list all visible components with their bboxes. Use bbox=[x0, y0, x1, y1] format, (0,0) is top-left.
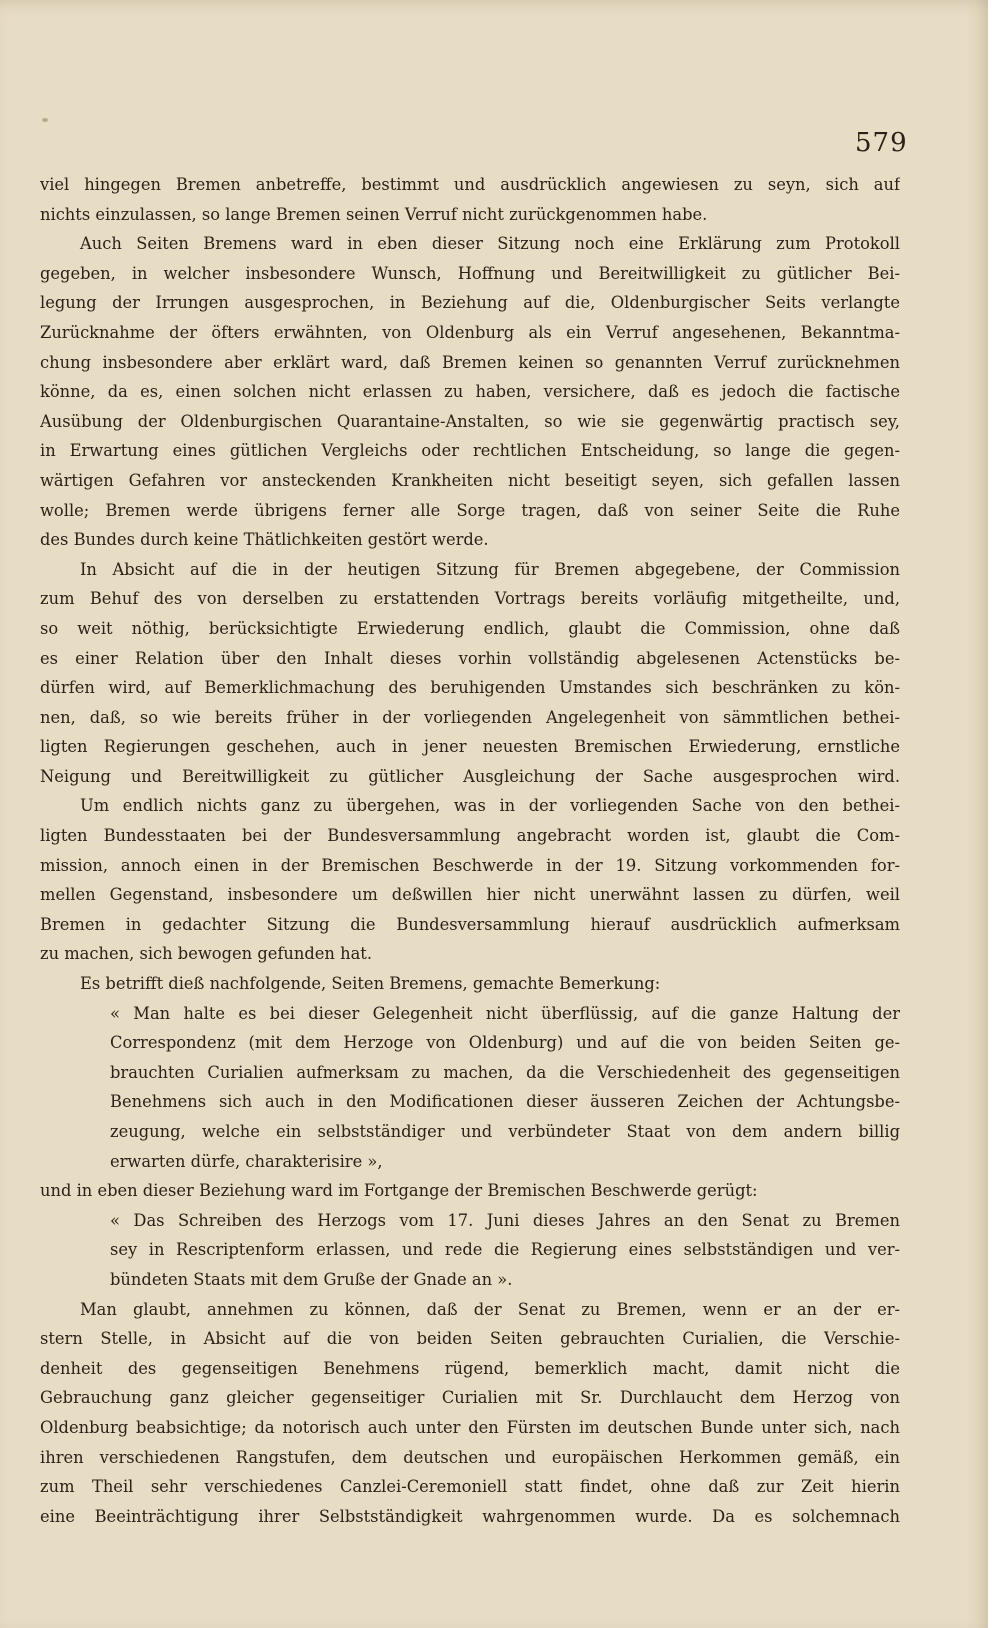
text-line: ihren verschiedenen Rangstufen, dem deutschen und europäischen Herkommen gemäß, ein bbox=[40, 1447, 900, 1467]
text-line: zum Theil sehr verschiedenes Canzlei-Ceremoniell statt findet, ohne daß zur Zeit hierin bbox=[40, 1477, 900, 1497]
text-line: Gebrauchung ganz gleicher gegenseitiger Curialien mit Sr. Durchlaucht dem Herzog von bbox=[40, 1388, 900, 1408]
page-number: 579 bbox=[855, 128, 908, 158]
text-line: stern Stelle, in Absicht auf die von beiden Seiten gebrauchten Curialien, die Verschie- bbox=[40, 1329, 900, 1349]
text-line: « Das Schreiben des Herzogs vom 17. Juni dieses Jahres an den Senat zu Bremen bbox=[110, 1210, 900, 1230]
text-line: ligten Bundesstaaten bei der Bundesversammlung angebracht worden ist, glaubt die Com- bbox=[40, 826, 900, 846]
text-line: mission, annoch einen in der Bremischen Beschwerde in der 19. Sitzung vorkommenden for- bbox=[40, 855, 900, 875]
text-line: denheit des gegenseitigen Benehmens rügend, bemerklich macht, damit nicht die bbox=[40, 1358, 900, 1378]
text-line: Um endlich nichts ganz zu übergehen, was in der vorliegenden Sache von den bethei- bbox=[80, 796, 900, 816]
text-line: Oldenburg beabsichtige; da notorisch auch unter den Fürsten im deutschen Bunde unter sich, nach bbox=[40, 1417, 900, 1437]
text-line: zeugung, welche ein selbstständiger und verbündeter Staat von dem andern billig bbox=[110, 1122, 900, 1141]
text-line: Ausübung der Oldenburgischen Quarantaine-Anstalten, so wie sie gegenwärtig practisch sey, bbox=[40, 411, 900, 431]
text-line: dürfen wird, auf Bemerklichmachung des beruhigenden Umstandes sich beschränken zu kön- bbox=[40, 678, 900, 698]
text-line: Neigung und Bereitwilligkeit zu gütlicher Ausgleichung der Sache ausgesprochen wird. bbox=[40, 766, 900, 786]
text-line: in Erwartung eines gütlichen Vergleichs oder rechtlichen Entscheidung, so lange die gegen- bbox=[40, 441, 900, 461]
text-line: Auch Seiten Bremens ward in eben dieser Sitzung noch eine Erklärung zum Protokoll bbox=[80, 234, 900, 254]
ink-smudge bbox=[42, 118, 48, 122]
text-line: zum Behuf des von derselben zu erstattenden Vortrags bereits vorläufig mitgetheilte, und, bbox=[40, 589, 900, 609]
text-line: nichts einzulassen, so lange Bremen seinen Verruf nicht zurückgenommen habe. bbox=[40, 204, 708, 224]
text-line: gegeben, in welcher insbesondere Wunsch, Hoffnung und Bereitwilligkeit zu gütlicher Bei- bbox=[40, 263, 900, 283]
text-line: viel hingegen Bremen anbetreffe, bestimmt und ausdrücklich angewiesen zu seyn, sich auf bbox=[40, 175, 900, 194]
text-line: nen, daß, so wie bereits früher in der vorliegenden Angelegenheit von sämmtlichen bethei- bbox=[40, 707, 900, 727]
body-text bbox=[40, 170, 900, 1531]
text-line: sey in Rescriptenform erlassen, und rede die Regierung eines selbstständigen und ver- bbox=[110, 1240, 900, 1260]
text-line: legung der Irrungen ausgesprochen, in Beziehung auf die, Oldenburgischer Seits verlangte bbox=[40, 293, 900, 313]
text-line: Bremen in gedachter Sitzung die Bundesversammlung hierauf ausdrücklich aufmerksam bbox=[40, 914, 900, 934]
text-line: wärtigen Gefahren vor ansteckenden Krankheiten nicht beseitigt seyen, sich gefallen lassen bbox=[40, 470, 900, 490]
text-line: es einer Relation über den Inhalt dieses vorhin vollständig abgelesenen Actenstücks be- bbox=[40, 648, 900, 668]
text-line: chung insbesondere aber erklärt ward, daß Bremen keinen so genannten Verruf zurücknehmen bbox=[40, 352, 900, 372]
text-line: des Bundes durch keine Thätlichkeiten gestört werde. bbox=[40, 530, 489, 550]
text-line: Es betrifft dieß nachfolgende, Seiten Bremens, gemachte Bemerkung: bbox=[80, 974, 661, 994]
text-line: ligten Regierungen geschehen, auch in jener neuesten Bremischen Erwiederung, ernstliche bbox=[40, 737, 900, 757]
text-line: bündeten Staats mit dem Gruße der Gnade an ». bbox=[110, 1269, 513, 1289]
text-line: Benehmens sich auch in den Modificationen dieser äusseren Zeichen der Achtungsbe- bbox=[110, 1092, 900, 1112]
text-line: könne, da es, einen solchen nicht erlassen zu haben, versichere, daß es jedoch die factische bbox=[40, 382, 900, 402]
text-line: zu machen, sich bewogen gefunden hat. bbox=[40, 944, 373, 964]
text-line: erwarten dürfe, charakterisire », bbox=[110, 1151, 383, 1171]
text-line: wolle; Bremen werde übrigens ferner alle Sorge tragen, daß von seiner Seite die Ruhe bbox=[40, 500, 900, 520]
text-line: Zurücknahme der öfters erwähnten, von Oldenburg als ein Verruf angesehenen, Bekanntma- bbox=[40, 322, 900, 342]
text-line: brauchten Curialien aufmerksam zu machen, da die Verschiedenheit des gegenseitigen bbox=[110, 1062, 900, 1082]
text-line: Man glaubt, annehmen zu können, daß der Senat zu Bremen, wenn er an der er- bbox=[80, 1299, 900, 1319]
text-line: « Man halte es bei dieser Gelegenheit nicht überflüssig, auf die ganze Haltung der bbox=[110, 1003, 900, 1023]
text-line: so weit nöthig, berücksichtigte Erwiederung endlich, glaubt die Commission, ohne daß bbox=[40, 618, 900, 638]
text-line: Correspondenz (mit dem Herzoge von Oldenburg) und auf die von beiden Seiten ge- bbox=[110, 1033, 900, 1053]
text-line: und in eben dieser Beziehung ward im Fortgange der Bremischen Beschwerde gerügt: bbox=[40, 1181, 758, 1201]
text-line: mellen Gegenstand, insbesondere um deßwillen hier nicht unerwähnt lassen zu dürfen, weil bbox=[40, 885, 900, 905]
text-line: In Absicht auf die in der heutigen Sitzung für Bremen abgegebene, der Commission bbox=[80, 559, 900, 579]
text-line: eine Beeinträchtigung ihrer Selbstständigkeit wahrgenommen wurde. Da es solchemnach bbox=[40, 1506, 900, 1526]
